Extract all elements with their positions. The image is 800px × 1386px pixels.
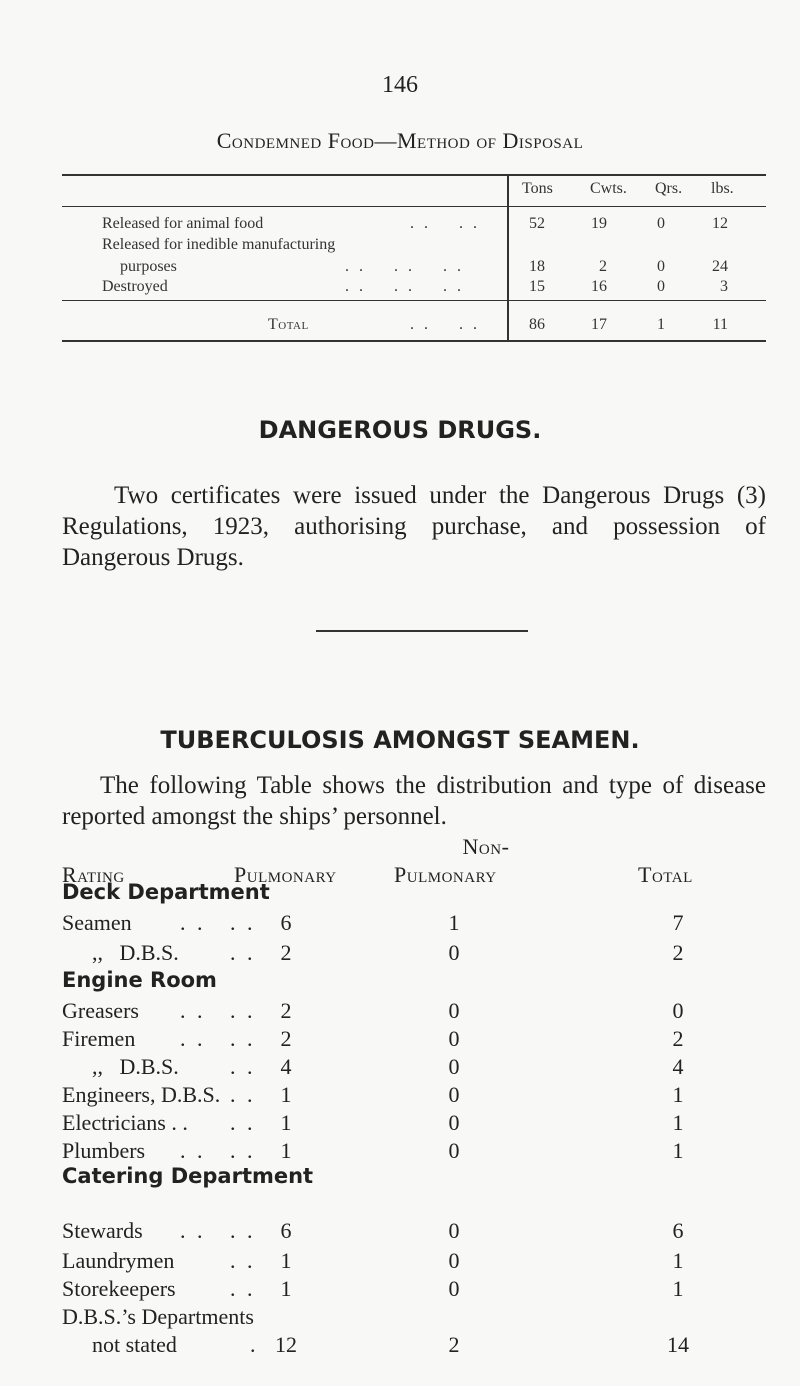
total-tons: 86 bbox=[529, 316, 545, 333]
value-non-pulmonary: 0 bbox=[448, 1026, 460, 1051]
value-cwts: 2 bbox=[599, 258, 607, 275]
value-pulmonary: 1 bbox=[280, 1110, 292, 1135]
dangerous-drugs-heading: DANGEROUS DRUGS. bbox=[258, 416, 542, 444]
total-qrs: 1 bbox=[657, 316, 665, 333]
value-total: 2 bbox=[672, 940, 684, 965]
value-pulmonary: 6 bbox=[280, 910, 292, 935]
table-bottom-rule bbox=[62, 340, 766, 342]
value-cwts: 19 bbox=[591, 215, 607, 232]
row-label: Stewards bbox=[62, 1218, 143, 1243]
header-pulmonary: Pulmonary bbox=[234, 862, 337, 887]
paragraph-text: Two certificates were issued under the Dangerous Drugs (3) Regulations, 1923, authorising purchase, and possession of Dangerous Drugs. bbox=[62, 482, 766, 571]
value-non-pulmonary: 0 bbox=[448, 1138, 460, 1163]
value-non-pulmonary: 0 bbox=[448, 1082, 460, 1107]
row-dots: . . bbox=[180, 910, 206, 935]
value-total: 4 bbox=[672, 1054, 684, 1079]
header-non-pulmonary: Pulmonary bbox=[394, 862, 497, 887]
row-leader: . . bbox=[230, 1110, 256, 1135]
row-label: Firemen bbox=[62, 1026, 136, 1051]
value-pulmonary: 2 bbox=[280, 940, 292, 965]
total-lbs: 11 bbox=[712, 316, 728, 333]
value-lbs: 12 bbox=[712, 215, 728, 232]
dangerous-drugs-paragraph bbox=[62, 480, 766, 573]
value-non-pulmonary: 0 bbox=[448, 1248, 460, 1273]
value-pulmonary: 1 bbox=[280, 1138, 292, 1163]
row-label: Storekeepers bbox=[62, 1276, 176, 1301]
value-non-pulmonary: 0 bbox=[448, 1218, 460, 1243]
value-pulmonary: 12 bbox=[275, 1332, 297, 1357]
row-leader: . bbox=[250, 1332, 256, 1357]
total-rule bbox=[62, 300, 766, 301]
row-dots: . . . . bbox=[410, 215, 480, 232]
value-tons: 18 bbox=[529, 258, 545, 275]
value-total: 2 bbox=[672, 1026, 684, 1051]
value-total: 1 bbox=[672, 1276, 684, 1301]
value-total: 1 bbox=[672, 1138, 684, 1163]
value-non-pulmonary: 0 bbox=[448, 1276, 460, 1301]
value-qrs: 0 bbox=[657, 258, 665, 275]
row-label: ,, D.B.S. bbox=[92, 940, 179, 965]
value-lbs: 3 bbox=[720, 278, 728, 295]
row-label: Seamen bbox=[62, 910, 132, 935]
row-leader: . . bbox=[230, 1026, 256, 1051]
row-leader: . . bbox=[230, 1138, 256, 1163]
section-divider bbox=[316, 630, 528, 632]
value-non-pulmonary: 2 bbox=[448, 1332, 460, 1357]
col-header-qrs: Qrs. bbox=[655, 180, 683, 197]
row-leader: . . bbox=[230, 1276, 256, 1301]
value-non-pulmonary: 0 bbox=[448, 1054, 460, 1079]
row-label: Released for animal food bbox=[102, 215, 264, 232]
department-heading: Engine Room bbox=[62, 968, 217, 992]
value-pulmonary: 4 bbox=[280, 1054, 292, 1079]
row-leader: . . bbox=[230, 1218, 256, 1243]
row-label: Engineers, D.B.S. bbox=[62, 1082, 221, 1107]
value-pulmonary: 2 bbox=[280, 998, 292, 1023]
value-tons: 15 bbox=[529, 278, 545, 295]
value-pulmonary: 2 bbox=[280, 1026, 292, 1051]
disposal-table-title: Condemned Food—Method of Disposal bbox=[216, 128, 584, 153]
row-leader: . . bbox=[230, 940, 256, 965]
value-lbs: 24 bbox=[712, 258, 728, 275]
row-dots: . . bbox=[180, 1138, 206, 1163]
row-leader: . . bbox=[230, 1082, 256, 1107]
value-pulmonary: 1 bbox=[280, 1248, 292, 1273]
row-label-continued: purposes bbox=[120, 258, 177, 275]
tuberculosis-intro bbox=[62, 770, 766, 832]
value-pulmonary: 1 bbox=[280, 1082, 292, 1107]
table-top-rule bbox=[62, 174, 766, 176]
row-label: Greasers bbox=[62, 998, 139, 1023]
row-dots: . . . . . . bbox=[345, 278, 464, 295]
row-label: Electricians . . bbox=[62, 1110, 188, 1135]
row-leader: . . bbox=[230, 1248, 256, 1273]
row-label: D.B.S.’s Departments bbox=[62, 1304, 254, 1329]
row-leader: . . bbox=[230, 998, 256, 1023]
total-label: Total bbox=[268, 316, 309, 333]
paragraph-text: The following Table shows the distribution and type of disease reported amongst the ships’ personnel. bbox=[62, 772, 766, 830]
value-total: 1 bbox=[672, 1110, 684, 1135]
row-leader: . . bbox=[230, 1054, 256, 1079]
value-tons: 52 bbox=[529, 215, 545, 232]
page-number: 146 bbox=[382, 72, 418, 98]
row-dots: . . . . bbox=[410, 316, 480, 333]
value-total: 6 bbox=[672, 1218, 684, 1243]
value-total: 1 bbox=[672, 1248, 684, 1273]
value-qrs: 0 bbox=[657, 215, 665, 232]
value-total: 1 bbox=[672, 1082, 684, 1107]
row-label: Destroyed bbox=[102, 278, 168, 295]
value-total: 14 bbox=[667, 1332, 689, 1357]
tuberculosis-heading: TUBERCULOSIS AMONGST SEAMEN. bbox=[160, 726, 640, 754]
value-total: 7 bbox=[672, 910, 684, 935]
row-label: Laundrymen bbox=[62, 1248, 175, 1273]
total-cwts: 17 bbox=[591, 316, 607, 333]
value-pulmonary: 6 bbox=[280, 1218, 292, 1243]
col-header-cwts: Cwts. bbox=[590, 180, 627, 197]
row-dots: . . . . . . bbox=[345, 258, 464, 275]
value-non-pulmonary: 0 bbox=[448, 998, 460, 1023]
value-non-pulmonary: 0 bbox=[448, 940, 460, 965]
value-non-pulmonary: 1 bbox=[448, 910, 460, 935]
row-leader: . . bbox=[230, 910, 256, 935]
value-pulmonary: 1 bbox=[280, 1276, 292, 1301]
department-heading: Catering Department bbox=[62, 1164, 314, 1188]
header-rating: Rating bbox=[62, 862, 125, 887]
row-dots: . . bbox=[180, 1218, 206, 1243]
value-total: 0 bbox=[672, 998, 684, 1023]
row-label: Plumbers bbox=[62, 1138, 146, 1163]
department-heading: Deck Department bbox=[62, 880, 270, 904]
row-label: Released for inedible manufacturing bbox=[102, 236, 336, 253]
value-qrs: 0 bbox=[657, 278, 665, 295]
row-label: ,, D.B.S. bbox=[92, 1054, 179, 1079]
row-dots: . . bbox=[180, 998, 206, 1023]
value-non-pulmonary: 0 bbox=[448, 1110, 460, 1135]
value-cwts: 16 bbox=[591, 278, 607, 295]
row-label-continued: not stated bbox=[92, 1332, 177, 1357]
row-dots: . . bbox=[180, 1026, 206, 1051]
header-non: Non- bbox=[462, 834, 510, 859]
header-rule bbox=[62, 206, 766, 207]
col-header-tons: Tons bbox=[522, 180, 553, 197]
header-total: Total bbox=[638, 862, 693, 887]
col-header-lbs: lbs. bbox=[711, 180, 734, 197]
